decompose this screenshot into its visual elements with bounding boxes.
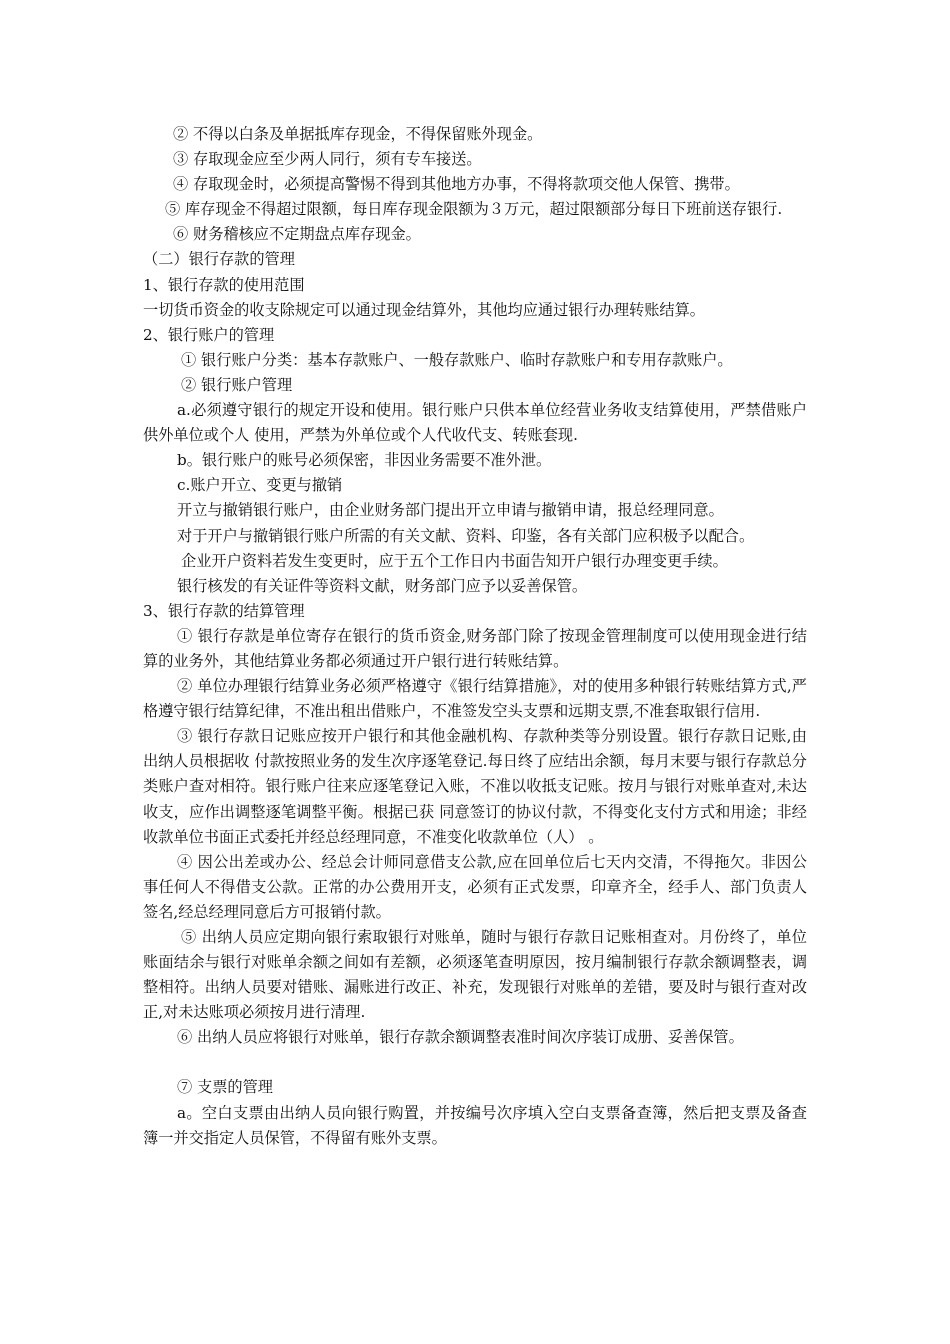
document-body [143, 122, 807, 1151]
paragraph: ② 单位办理银行结算业务必须严格遵守《银行结算措施》，对的使用多种银行转账结算方式,严格遵守银行结算纪律，不准出租出借账户，不准签发空头支票和远期支票,不准套取银行信用. [143, 677, 807, 721]
paragraph: 2、银行账户的管理 [143, 325, 275, 344]
paragraph: ⑤ 出纳人员应定期向银行索取银行对账单，随时与银行存款日记账相查对。月份终了，单位账面结余与银行对账单余额之间如有差额，必须逐笔查明原因，按月编制银行存款余额调整表，调整相符。出纳人员要对错账、漏账进行改正、补充，发现银行对账单的差错，要及时与银行查对改正,对未达账项必须按月进行清理. [143, 928, 807, 1022]
paragraph: c.账户开立、变更与撤销 [177, 476, 343, 495]
paragraph: ⑥ 出纳人员应将银行对账单，银行存款余额调整表准时间次序装订成册、妥善保管。 [177, 1028, 744, 1047]
paragraph: 开立与撤销银行账户，由企业财务部门提出开立申请与撤销申请，报总经理同意。 [177, 501, 724, 520]
paragraph: （二）银行存款的管理 [143, 250, 295, 269]
paragraph: ② 银行账户管理 [181, 375, 293, 394]
paragraph: a.必须遵守银行的规定开设和使用。银行账户只供本单位经营业务收支结算使用，严禁借账户供外单位或个人 使用，严禁为外单位或个人代收代支、转账套现. [143, 401, 807, 445]
paragraph: ④ 存取现金时，必须提高警惕不得到其他地方办事，不得将款项交他人保管、携带。 [173, 175, 740, 194]
paragraph: 企业开户资料若发生变更时，应于五个工作日内书面告知开户银行办理变更手续。 [181, 551, 728, 570]
paragraph: ③ 存取现金应至少两人同行，须有专车接送。 [173, 150, 482, 169]
paragraph: 一切货币资金的收支除规定可以通过现金结算外，其他均应通过银行办理转账结算。 [143, 300, 705, 319]
paragraph: ① 银行账户分类：基本存款账户、一般存款账户、临时存款账户和专用存款账户。 [181, 350, 733, 369]
paragraph: 对于开户与撤销银行账户所需的有关文献、资料、印鉴，各有关部门应积极予以配合。 [177, 526, 755, 545]
paragraph: b。银行账户的账号必须保密，非因业务需要不准外泄。 [177, 451, 552, 470]
paragraph: ③ 银行存款日记账应按开户银行和其他金融机构、存款种类等分别设置。银行存款日记账,由出纳人员根据收 付款按照业务的发生次序逐笔登记.每日终了应结出余额，每月末要与银行存款总分类账户查对相符。银行账户往来应逐笔登记入账，不准以收抵支记账。按月与银行对账单查对,未达收支，应作出调整逐笔调整平衡。根据已获 同意签订的协议付款，不得变化支付方式和用途；非经收款单位书面正式委托并经总经理同意，不准变化收款单位（人） 。 [143, 727, 807, 846]
paragraph: ① 银行存款是单位寄存在银行的货币资金,财务部门除了按现金管理制度可以使用现金进行结算的业务外，其他结算业务都必须通过开户银行进行转账结算。 [143, 626, 807, 670]
paragraph: ⑥ 财务稽核应不定期盘点库存现金。 [173, 225, 421, 244]
paragraph: 3、银行存款的结算管理 [143, 601, 305, 620]
blank-line [143, 1050, 807, 1075]
paragraph: ④ 因公出差或办公、经总会计师同意借支公款,应在回单位后七天内交清，不得拖欠。非因公事任何人不得借支公款。正常的办公费用开支，必须有正式发票，印章齐全，经手人、部门负责人签名,经总经理同意后方可报销付款。 [143, 852, 807, 921]
paragraph: 1、银行存款的使用范围 [143, 275, 305, 294]
paragraph: ⑤ 库存现金不得超过限额，每日库存现金限额为３万元，超过限额部分每日下班前送存银行. [165, 200, 783, 219]
paragraph: 银行核发的有关证件等资料文献，财务部门应予以妥善保管。 [177, 576, 588, 595]
paragraph: ② 不得以白条及单据抵库存现金，不得保留账外现金。 [173, 125, 543, 143]
paragraph: a。空白支票由出纳人员向银行购置，并按编号次序填入空白支票备查簿，然后把支票及备查簿一并交指定人员保管，不得留有账外支票。 [143, 1103, 807, 1147]
paragraph: ⑦ 支票的管理 [177, 1078, 273, 1097]
